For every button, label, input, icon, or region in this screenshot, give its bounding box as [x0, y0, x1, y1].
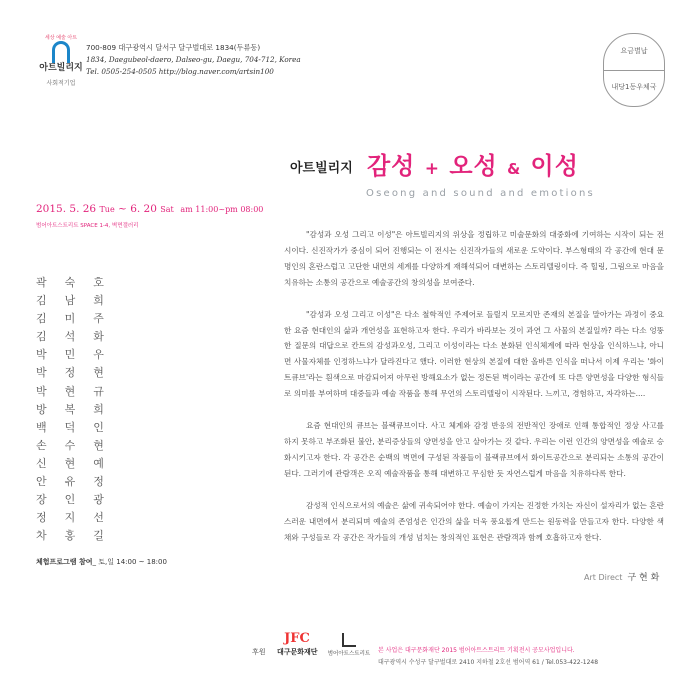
postage-divider	[604, 70, 664, 71]
jfc-mark-icon: JFC	[284, 631, 310, 646]
sponsorship-notice: 본 사업은 대구문화재단 2015 범어아트스트리트 기획전시 공모사업입니다.	[378, 647, 575, 654]
artist-name: 박정현	[36, 366, 122, 380]
daegu-foundation-name: 대구문화재단	[277, 648, 318, 656]
social-enterprise-mark: 사회적기업	[46, 80, 76, 87]
artist-name: 박민우	[36, 348, 122, 362]
artist-name: 곽숙호	[36, 276, 122, 289]
artist-name: 김남희	[36, 294, 122, 308]
artist-name: 방복희	[36, 402, 122, 416]
contact-line: Tel. 0505-254-0505 http://blog.naver.com/artsin100	[86, 67, 274, 76]
english-subtitle: Oseong and sound and emotions	[366, 188, 595, 199]
body-paragraph: "감성과 오성 그리고 이성"은 아트빌리지의 위상을 정립하고 미술문화의 대중화에 기여하는 시작이 되는 전시이다. 신진작가가 중심이 되어 진행되는 이 전시는 신진작가들의 새로운 도약이다. 부스형태의 각 공간에 현대 문명인의 혼란스럽고 고단한 내면의 세계를 다양하게 재해석되어 대변하는 스토리텔링이다. 즉 힐링, 그림으로 마음을 치유하는 소통의 공간으로 예술공간의 창의성을 보여준다.	[284, 230, 664, 287]
title-word-2: 오성	[449, 152, 498, 180]
artist-name: 정지선	[36, 511, 122, 525]
exhibition-date	[36, 203, 263, 215]
artist-name: 김석화	[36, 330, 122, 344]
date-start: 2015. 5. 26	[36, 203, 97, 215]
artist-name: 안유정	[36, 475, 122, 489]
artist-name: 차홍길	[36, 529, 122, 543]
stairs-icon	[342, 633, 356, 647]
body-paragraph: 요즘 현대인의 큐브는 블랙큐브이다. 사고 체계와 감정 반응의 전반적인 장애로 인해 통합적인 정상 사고를 하지 못하고 부조화된 불안, 분리증상들의 양면성을 안고 살아가는 것 같다. 우리는 이런 인간의 양면성을 예술로 승화시키고자 한다. 각 공간은 순백의 벽면에 구성된 작품들이 블랙큐브에서 화이트공간으로 분리되는 소통의 공간이 된다. 그러기에 관람객은 오직 예술작품을 통해 대변하고 무심한 듯 자연스럽게 마음을 치유하다록 한다.	[284, 421, 664, 478]
title-word-3: 이성	[530, 152, 579, 180]
artist-name: 백덕인	[36, 420, 122, 434]
body-paragraph: 감성적 인식으로서의 예술은 삶에 귀속되어야 한다. 예술이 가지는 진정한 가치는 자신이 설자리가 없는 혼란스러운 내면에서 분리되며 예술의 존엄성은 인간의 삶을 더욱 풍요롭게 만드는 원동력을 만들고자 한다. 다양한 색채와 구성들로 각 공간은 작가들의 개성 넘치는 창의적인 표현은 관람객과 함께 호흡하고자 한다.	[284, 500, 664, 542]
art-direct-credit	[584, 570, 659, 583]
artist-name: 장인광	[36, 493, 122, 507]
title-ampersand: &	[507, 160, 522, 178]
date-end-day: Sat	[160, 205, 174, 214]
venue: 범어아트스트리트 SPACE 1-4, 벽면갤러리	[36, 223, 139, 229]
artist-name: 김미주	[36, 312, 122, 326]
title-word-1: 감성	[367, 152, 416, 180]
address-line-korean: 700-809 대구광역시 달서구 달구벌대로 1834(두류동)	[86, 43, 261, 52]
postage-stamp	[603, 33, 665, 107]
address-line-english: 1834, Daegubeol-daero, Dalseo-gu, Daegu, 704-712, Korea	[86, 55, 301, 64]
program-time: _ 토,일 14:00 ~ 18:00	[92, 558, 167, 566]
sender-address	[86, 42, 301, 78]
program-info	[36, 557, 167, 567]
logo-small-text: 세상 예술 아트	[44, 35, 78, 41]
logo-name: 아트빌리지	[39, 63, 83, 73]
artist-name: 손수현	[36, 438, 122, 452]
logo-arch-icon	[52, 41, 70, 63]
sponsor-label: 후원	[252, 648, 266, 656]
title-prefix: 아트빌리지	[290, 161, 353, 176]
postage-top-text: 요금별납	[620, 47, 648, 55]
program-label: 체험프로그램 참여	[36, 558, 93, 566]
footer-notice	[378, 645, 598, 669]
postage-bottom-text: 내당1동우체국	[611, 83, 657, 91]
title-plus: +	[424, 159, 440, 179]
opening-hours: am 11:00~pm 08:00	[180, 205, 264, 214]
exhibition-description	[284, 227, 664, 561]
date-separator: ~	[114, 203, 131, 215]
date-end: 6. 20	[130, 203, 157, 215]
daegu-foundation-logo	[277, 631, 317, 657]
artist-name: 박현규	[36, 384, 122, 398]
beomeo-art-street-name: 범어아트스트리트	[327, 651, 371, 657]
beomeo-art-street-logo	[324, 633, 374, 657]
footer-address: 대구광역시 수성구 달구벌대로 2410 지하철 2호선 범어역 61 / Tel.053-422-1248	[378, 659, 599, 666]
artvillage-logo	[36, 33, 86, 87]
art-direct-label: Art Direct	[584, 573, 623, 582]
date-start-day: Tue	[99, 205, 115, 214]
artist-list	[36, 274, 122, 545]
body-paragraph: "감성과 오성 그리고 이성"은 다소 철학적인 주제어로 들릴지 모르지만 존재의 본질을 말아가는 과정이 중요한 요즘 현대인의 삶과 개연성을 표현하고자 한다. 우리가 바라보는 것이 과연 그 사물의 본질일까? 라는 다소 엉뚱한 질문의 대답으로 칸트의 감성과오성, 그리고 이성이라는 다소 분화된 인식체계에 따라 현상을 인식하느냐, 아니면 사물자체를 인정하느냐가 달라진다고 했다. 이러한 현상의 본질에 대한 올바른 인식을 떠나서 이제 우리는 '화이트큐브'라는 흰색으로 마감되어져 아무런 방해요소가 없는 정돈된 벽이라는 공간에 또 다른 양면성을 다양한 형식들로 의미를 부여하며 대중들과 예술 작품을 통해 무언의 스토리텔링이 시작된다. 느끼고, 경험하고, 자각하는....	[284, 309, 664, 399]
exhibition-title	[367, 146, 579, 181]
artist-name: 신현예	[36, 456, 122, 470]
art-director-name: 구 현 화	[627, 573, 660, 583]
